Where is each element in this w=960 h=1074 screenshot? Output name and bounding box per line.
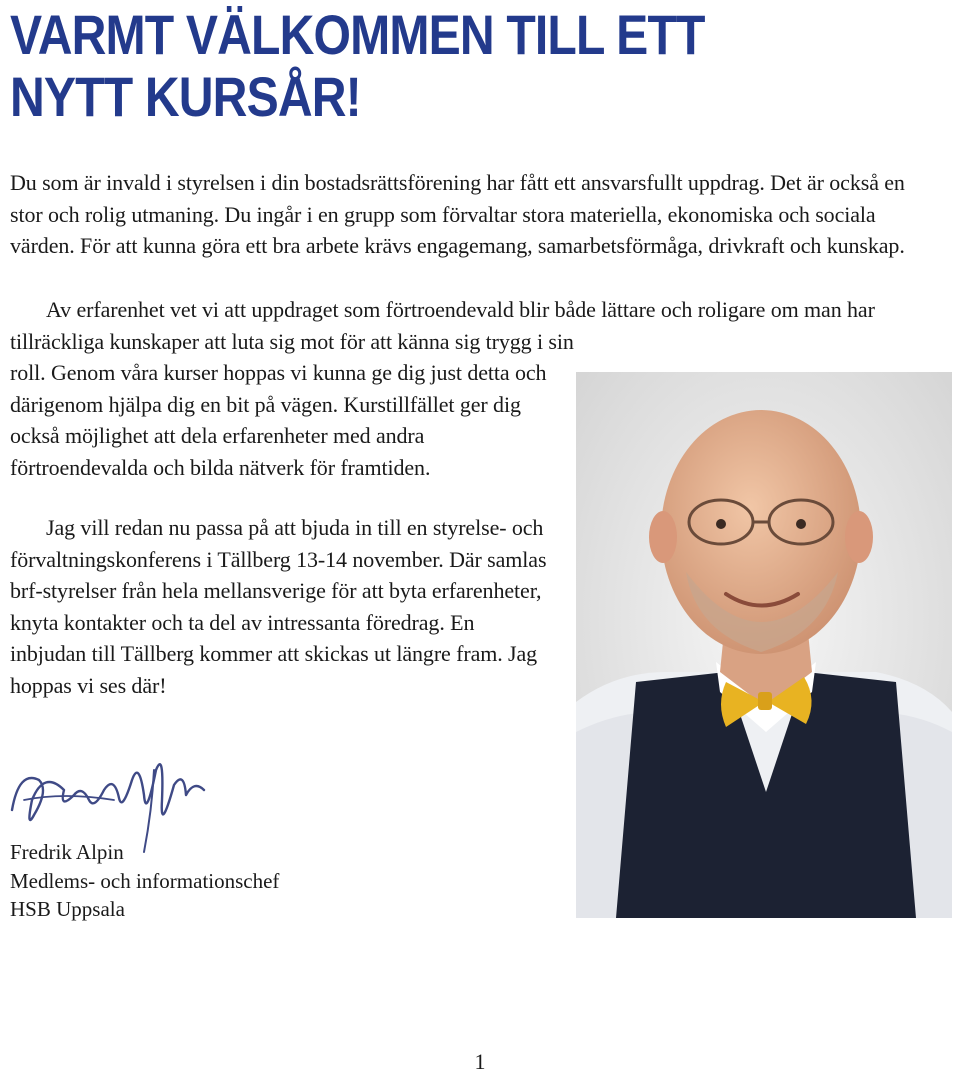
page-title [10, 4, 930, 128]
signer-name: Fredrik Alpin [10, 840, 124, 864]
page-number: 1 [474, 1049, 486, 1074]
portrait-photo [576, 372, 952, 918]
title-line-2: NYTT KURSÅR! [10, 65, 361, 128]
paragraph-experience: Av erfarenhet vet vi att uppdraget som förtroendevald blir både lättare och roligare om man har tillräckliga kunskaper att luta sig mot för att känna sig trygg i sin [10, 297, 875, 354]
portrait-illustration [576, 372, 952, 918]
title-line-1: VARMT VÄLKOMMEN TILL ETT [10, 3, 705, 66]
signer-organization: HSB Uppsala [10, 897, 125, 921]
paragraph-invitation: Jag vill redan nu passa på att bjuda in till en styrelse- och förvaltningskonferens i Tällberg 13-14 november. Där samlas brf-styrelser från hela mellansverige för att byta erfarenheter, knyta kontakter och ta del av intressanta föredrag. En inbjudan till Tällberg kommer att skickas ut längre fram. Jag hoppas vi ses där! [10, 515, 547, 698]
paragraph-intro: Du som är invald i styrelsen i din bostadsrättsförening har fått ett ansvarsfullt uppdrag. Det är också en stor och rolig utmaning. Du ingår i en grupp som förvaltar stora materiella, ekonomiska och sociala värden. För att kunna göra ett bra arbete krävs engagemang, samarbetsförmåga, drivkraft och kunskap. [10, 170, 905, 258]
paragraph-courses: roll. Genom våra kurser hoppas vi kunna ge dig just detta och därigenom hjälpa dig en bit på vägen. Kurstillfället ger dig också möjlighet att dela erfarenheter med andra förtroendevalda och bilda nätverk för framtiden. [10, 360, 547, 480]
signer-title: Medlems- och informationschef [10, 868, 280, 893]
signature-block [10, 838, 279, 924]
